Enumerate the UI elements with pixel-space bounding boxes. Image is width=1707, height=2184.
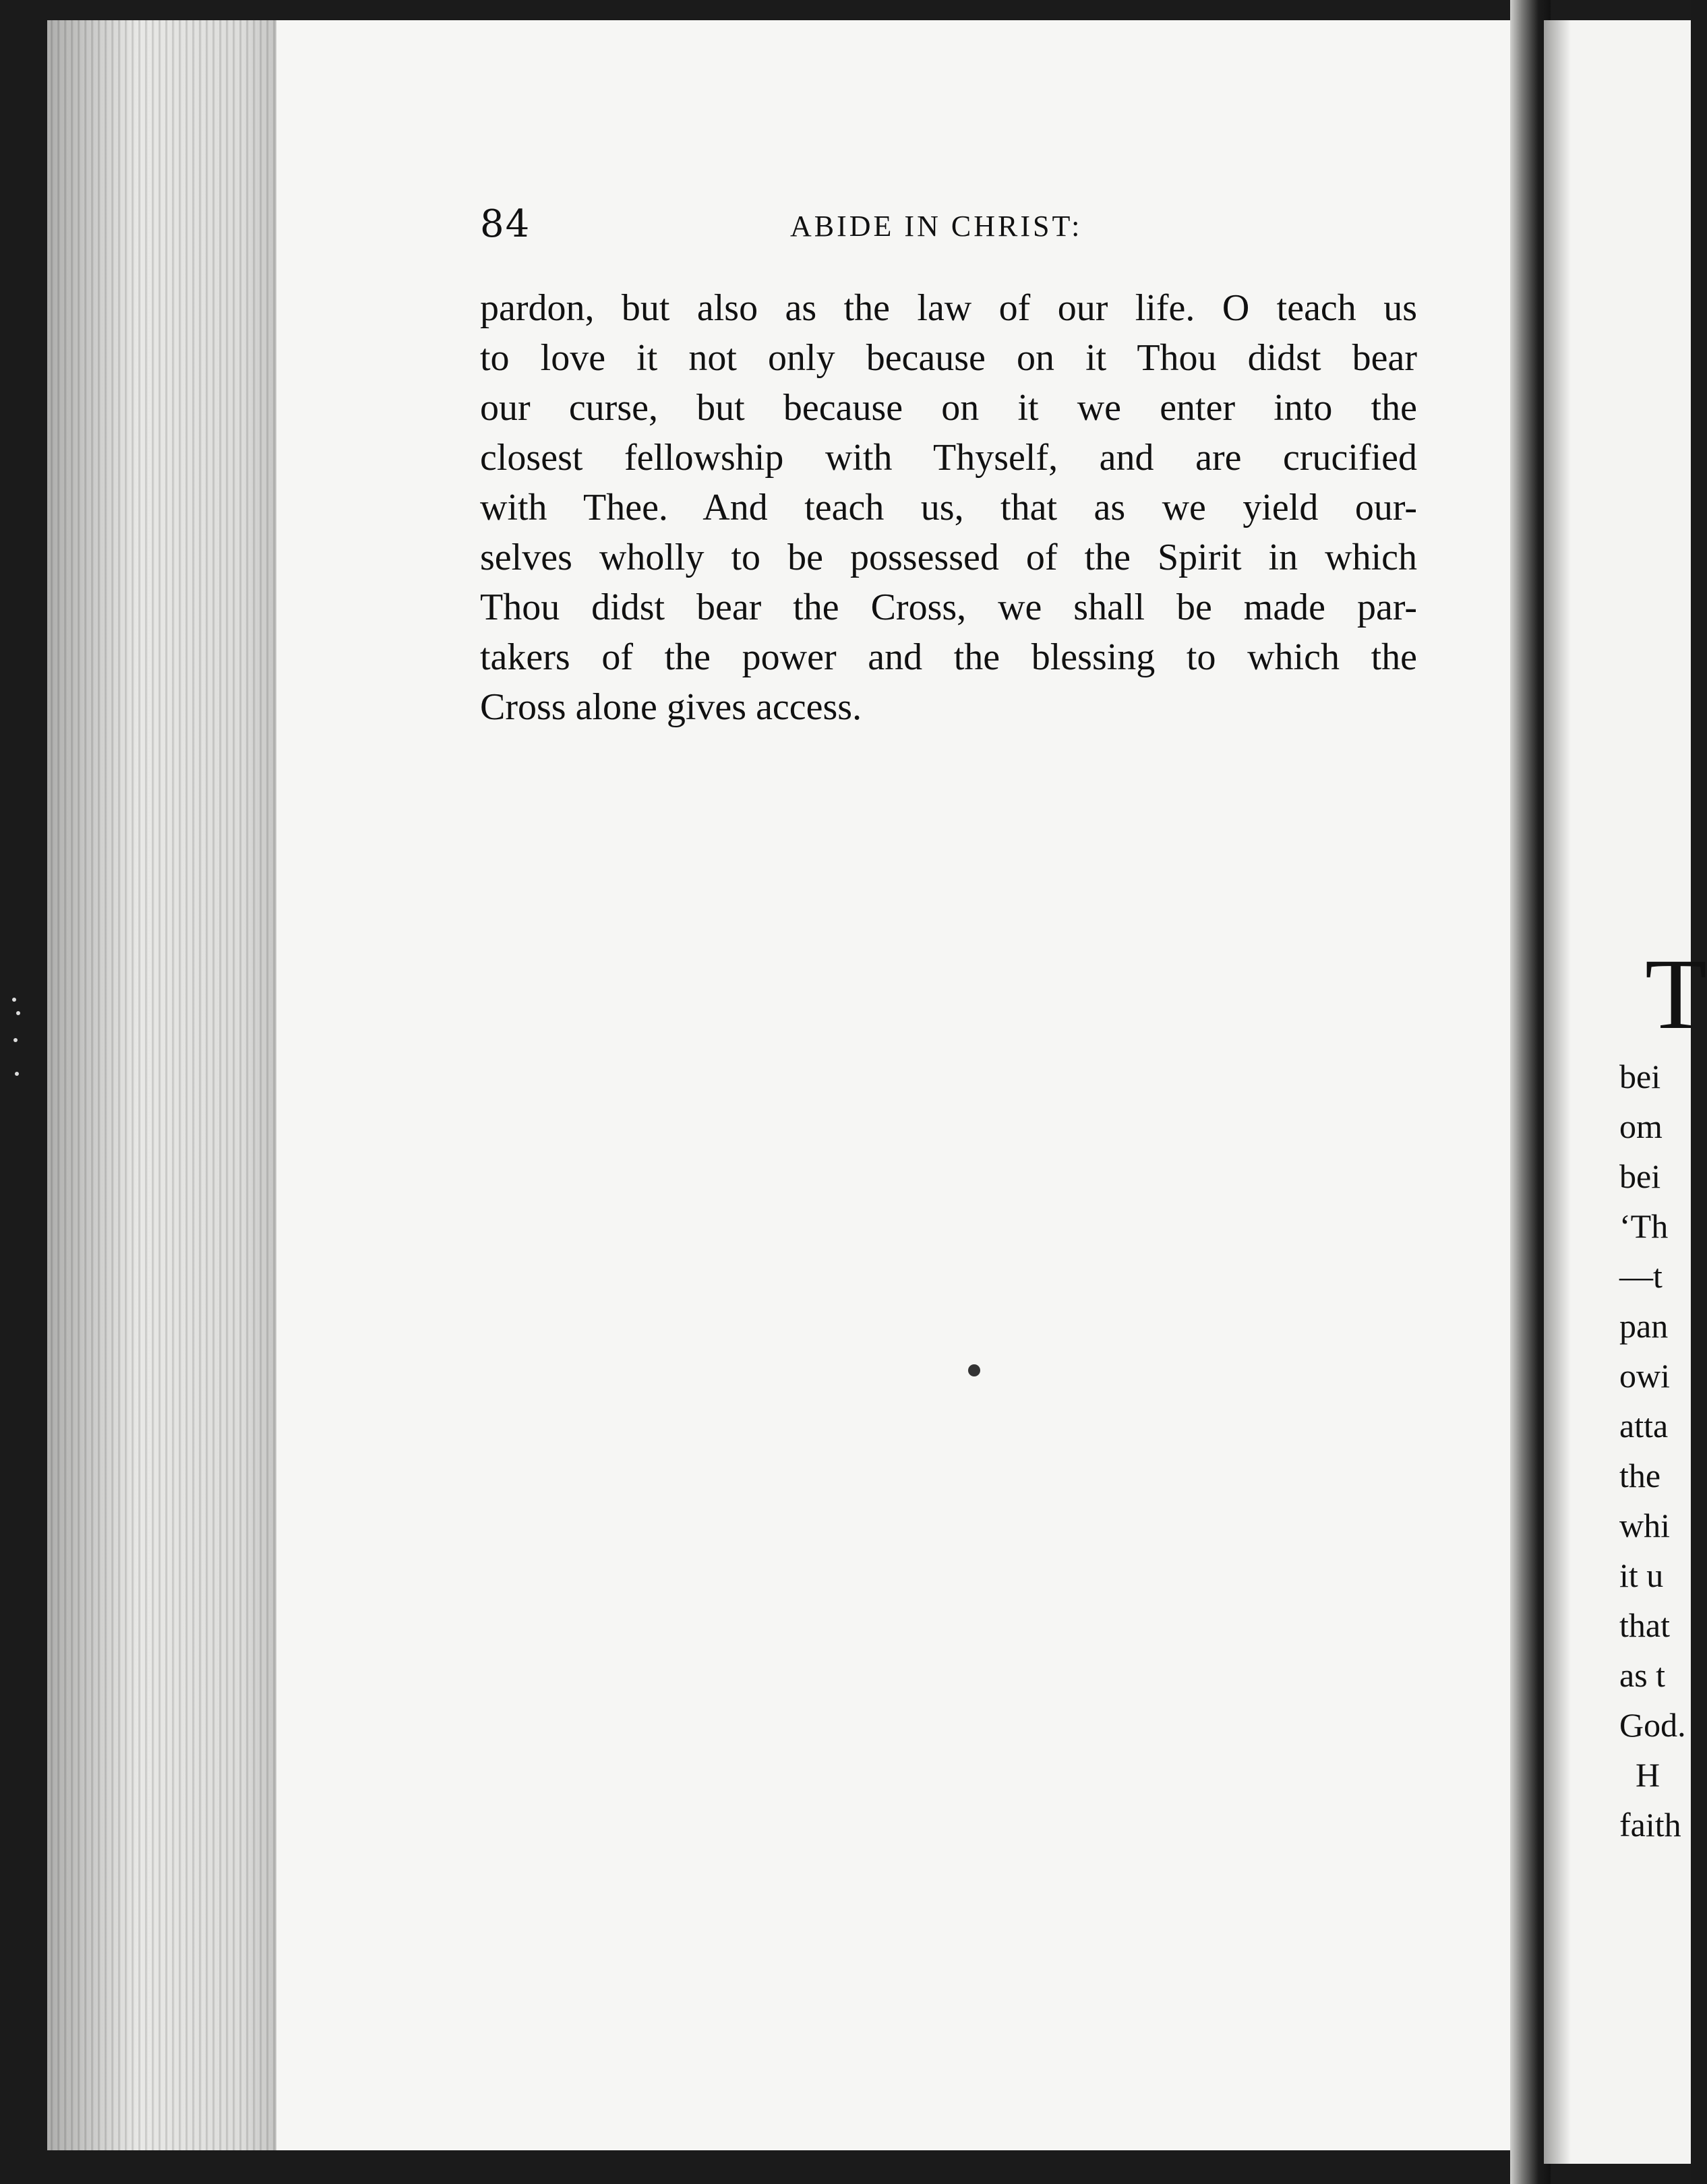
- text-line: takers of the power and the blessing to which the: [480, 636, 1417, 678]
- facing-page-shadow: [1544, 20, 1571, 2164]
- text-fragment: om: [1619, 1108, 1663, 1145]
- text-fragment: God.: [1619, 1706, 1686, 1744]
- page-header: [480, 202, 1410, 256]
- text-line: Cross alone gives access.: [480, 686, 862, 728]
- text-fragment: H: [1636, 1756, 1660, 1794]
- text-fragment: bei: [1619, 1058, 1661, 1095]
- page-number: 84: [480, 202, 531, 246]
- ink-speck: [968, 1364, 980, 1376]
- text-fragment: as t: [1619, 1656, 1666, 1694]
- text-fragment: pan: [1619, 1307, 1669, 1345]
- facing-page-drop-cap: T: [1645, 938, 1707, 1050]
- text-line: our curse, but because on it we enter into the: [480, 387, 1417, 429]
- text-fragment: it u: [1619, 1556, 1664, 1594]
- scan-marks: [9, 998, 23, 1092]
- text-fragment: whi: [1619, 1507, 1670, 1544]
- text-fragment: bei: [1619, 1157, 1661, 1195]
- text-fragment: that: [1619, 1606, 1670, 1644]
- text-fragment: the: [1619, 1457, 1661, 1494]
- text-fragment: faith: [1619, 1806, 1681, 1844]
- page-edge-shadow: [47, 20, 276, 2150]
- body-paragraph: [480, 283, 1417, 732]
- text-line: with Thee. And teach us, that as we yield our-: [480, 487, 1417, 528]
- text-line: Thou didst bear the Cross, we shall be made par-: [480, 586, 1417, 628]
- text-line: closest fellowship with Thyself, and are crucified: [480, 437, 1417, 479]
- running-head: ABIDE IN CHRIST:: [790, 210, 1083, 243]
- text-fragment: owi: [1619, 1357, 1670, 1395]
- text-line: selves wholly to be possessed of the Spirit in which: [480, 537, 1417, 578]
- text-fragment: —t: [1619, 1257, 1663, 1295]
- text-fragment: atta: [1619, 1407, 1669, 1445]
- facing-page-text: [1619, 1052, 1694, 1850]
- text-fragment: ‘Th: [1619, 1207, 1669, 1245]
- text-line: to love it not only because on it Thou didst bear: [480, 337, 1417, 379]
- text-line: pardon, but also as the law of our life. O teach us: [480, 287, 1417, 329]
